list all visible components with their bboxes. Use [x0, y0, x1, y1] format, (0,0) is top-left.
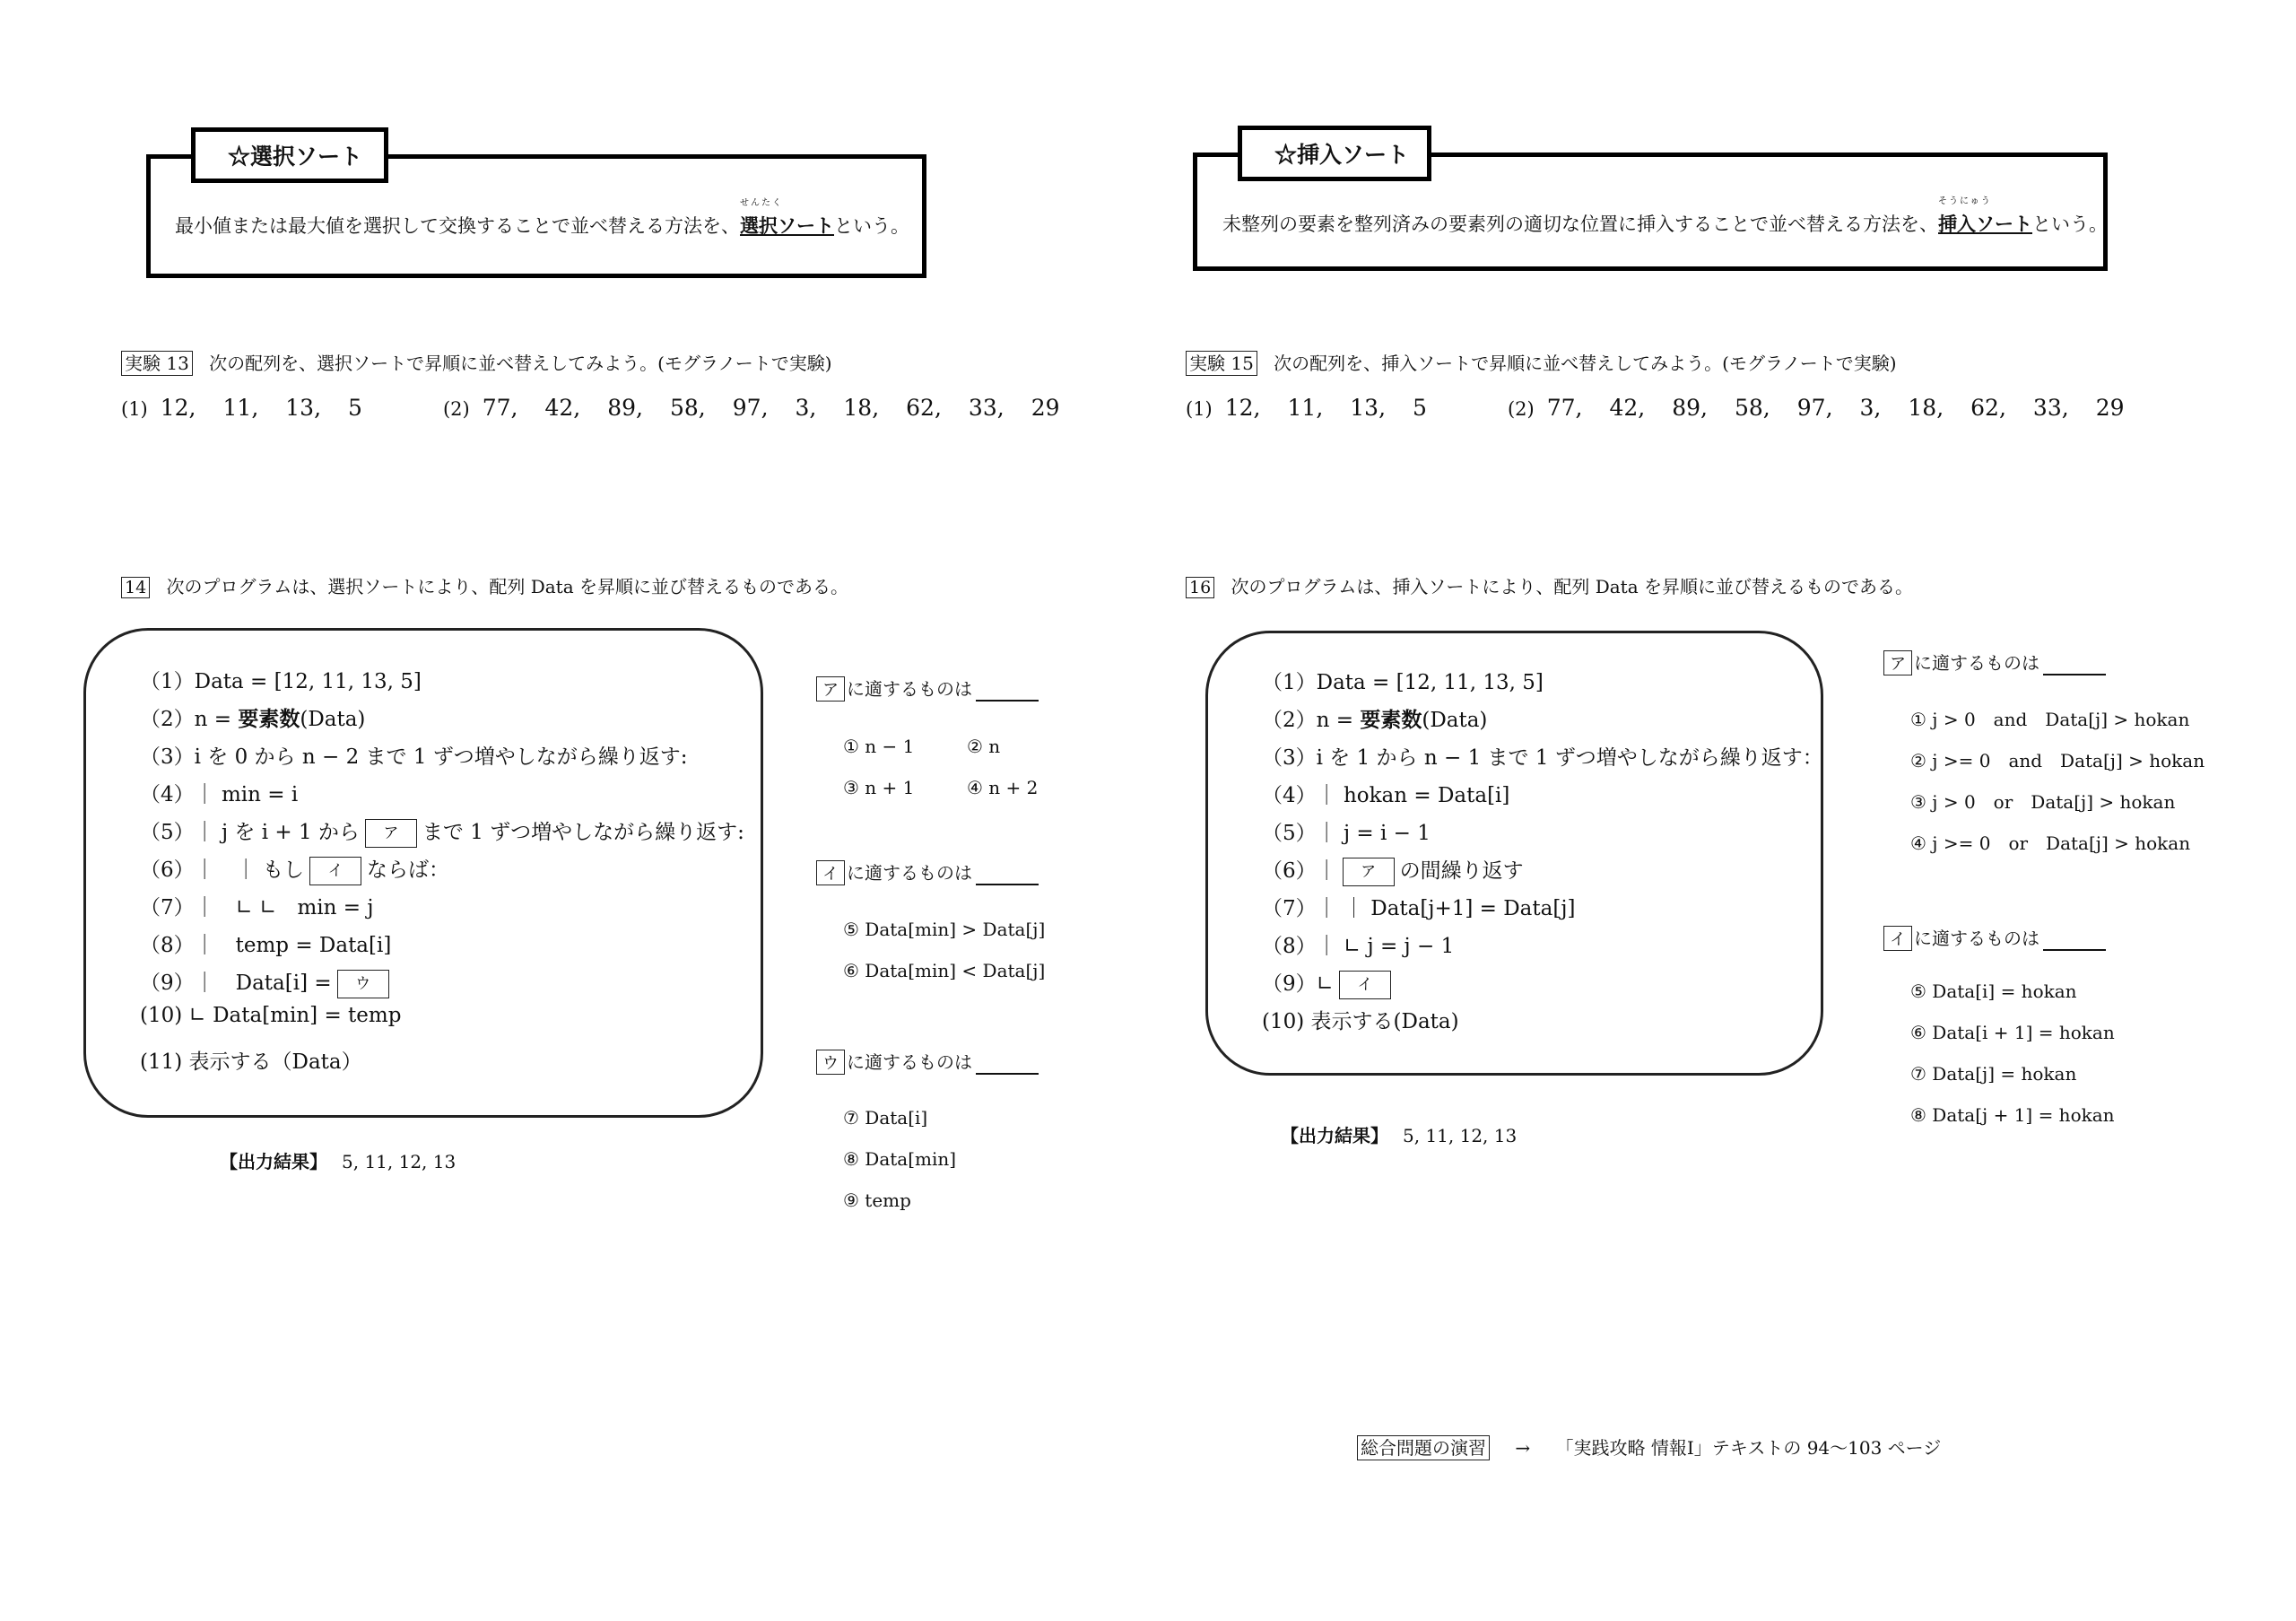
choice-option[interactable]: ⑧ Data[min]: [843, 1148, 957, 1170]
selection-sort-ruby: せんたく: [740, 198, 783, 208]
code-line-4: （4）｜ min = i: [140, 783, 299, 806]
choice-option[interactable]: ② n: [967, 736, 1001, 757]
selection-sort-term: せんたく 選択ソート: [740, 214, 834, 237]
choice-option[interactable]: ① j > 0 and Data[j] > hokan: [1910, 709, 2190, 730]
insertion-sort-title: [1238, 126, 1431, 181]
experiment-15-label: 実験 15: [1186, 351, 1257, 376]
blank-i[interactable]: イ: [1339, 971, 1391, 999]
insertion-sort-title-text: ☆挿入ソート: [1274, 142, 1410, 168]
insertion-sort-term: そうにゅう 挿入ソート: [1938, 213, 2032, 235]
code-line-5: （5）｜ j = i − 1: [1262, 822, 1431, 845]
selection-sort-title-text: ☆選択ソート: [228, 144, 363, 170]
blank-a[interactable]: ア: [1343, 858, 1395, 886]
choice-option[interactable]: ⑥ Data[i + 1] = hokan: [1910, 1022, 2115, 1043]
choice-heading-i: イ に適するものは: [816, 858, 1039, 885]
selection-sort-definition: 最小値または最大値を選択して交換することで並べ替える方法を、 せんたく 選択ソートという。: [175, 212, 909, 239]
arrow-icon: →: [1515, 1437, 1531, 1459]
code-line-8: （8）｜ temp = Data[i]: [140, 934, 392, 957]
selection-sort-program-box: [83, 628, 763, 1118]
question-16: 16 次のプログラムは、挿入ソートにより、配列 Data を昇順に並び替えるものである。: [1186, 572, 1913, 598]
blank-i[interactable]: イ: [309, 857, 361, 885]
experiment-13-arrays: (1) 12, 11, 13, 5 (2) 77, 42, 89, 58, 97, 3, 18, 62, 33, 29: [121, 395, 1060, 421]
code-line-2: （2）n = 要素数(Data): [140, 707, 366, 731]
experiment-13-label: 実験 13: [121, 351, 193, 376]
code-line-9: （9）｜ Data[i] = ウ: [140, 966, 395, 998]
experiment-13-instruction: 実験 13 次の配列を、選択ソートで昇順に並べ替えしてみよう。(モグラノートで実験): [121, 349, 832, 375]
selection-sort-title: [191, 127, 388, 183]
insertion-sort-definition: 未整列の要素を整列済みの要素列の適切な位置に挿入することで並べ替える方法を、 そうにゅう 挿入ソートという。: [1222, 210, 2108, 237]
choice-heading-a: ア に適するものは: [1883, 649, 2106, 675]
choice-heading-u: ウ に適するものは: [816, 1048, 1039, 1075]
code-line-11: (11) 表示する（Data）: [140, 1050, 362, 1074]
choice-option[interactable]: ⑤ Data[i] = hokan: [1910, 980, 2077, 1002]
question-16-number: 16: [1186, 577, 1214, 598]
choice-option[interactable]: ④ j >= 0 or Data[j] > hokan: [1910, 832, 2191, 854]
choice-option[interactable]: ① n − 1: [843, 736, 915, 757]
code-line-6: （6）｜ ｜ もし イ ならば：: [140, 853, 449, 885]
blank-u[interactable]: ウ: [337, 970, 389, 998]
blank-a[interactable]: ア: [365, 819, 417, 848]
code-line-8: （8）｜ ∟ j = j − 1: [1262, 935, 1455, 958]
question-14-number: 14: [121, 577, 150, 598]
choice-option[interactable]: ② j >= 0 and Data[j] > hokan: [1910, 750, 2205, 771]
footer-label: 総合問題の演習: [1357, 1435, 1490, 1460]
insertion-sort-program-box: [1205, 631, 1823, 1076]
choice-option[interactable]: ③ n + 1: [843, 777, 915, 798]
code-line-1: （1）Data = [12, 11, 13, 5]: [1262, 671, 1544, 694]
question-14: 14 次のプログラムは、選択ソートにより、配列 Data を昇順に並び替えるものである。: [121, 572, 848, 598]
choice-option[interactable]: ⑦ Data[j] = hokan: [1910, 1063, 2077, 1085]
choice-option[interactable]: ⑤ Data[min] > Data[j]: [843, 919, 1046, 940]
code-line-2: （2）n = 要素数(Data): [1262, 708, 1488, 732]
footer-reference: [1357, 1434, 1941, 1460]
insertion-sort-output: 【出力結果】 5, 11, 12, 13: [1281, 1125, 1518, 1146]
choice-option[interactable]: ④ n + 2: [967, 777, 1039, 798]
code-line-5: （5）｜ j を i + 1 から ア まで 1 ずつ増やしながら繰り返す:: [140, 815, 744, 848]
code-line-6: （6）｜ ア の間繰り返す: [1262, 854, 1524, 886]
code-line-1: （1）Data = [12, 11, 13, 5]: [140, 670, 422, 693]
choice-option[interactable]: ⑦ Data[i]: [843, 1107, 928, 1129]
choice-option[interactable]: ⑧ Data[j + 1] = hokan: [1910, 1104, 2115, 1126]
code-line-10: (10) ∟ Data[min] = temp: [140, 1004, 402, 1027]
insertion-sort-ruby: そうにゅう: [1938, 196, 1992, 206]
choice-option[interactable]: ⑥ Data[min] < Data[j]: [843, 960, 1046, 981]
code-line-3: （3）i を 0 から n − 2 まで 1 ずつ増やしながら繰り返す:: [140, 745, 688, 769]
experiment-15-instruction: 実験 15 次の配列を、挿入ソートで昇順に並べ替えしてみよう。(モグラノートで実験): [1186, 349, 1897, 375]
footer-text: 「実践攻略 情報Ⅰ」テキストの 94〜103 ページ: [1555, 1437, 1942, 1459]
code-line-9: （9）∟ イ: [1262, 967, 1396, 999]
choice-heading-i: イ に適するものは: [1883, 924, 2106, 951]
choice-option[interactable]: ⑨ temp: [843, 1190, 911, 1211]
experiment-15-arrays: (1) 12, 11, 13, 5 (2) 77, 42, 89, 58, 97, 3, 18, 62, 33, 29: [1186, 395, 2125, 421]
code-line-10: (10) 表示する(Data): [1262, 1010, 1459, 1033]
code-line-7: （7）｜ ｜ Data[j+1] = Data[j]: [1262, 897, 1576, 920]
choice-option[interactable]: ③ j > 0 or Data[j] > hokan: [1910, 791, 2176, 813]
choice-heading-a: ア に適するものは: [816, 675, 1039, 702]
code-line-4: （4）｜ hokan = Data[i]: [1262, 784, 1510, 807]
code-line-3: （3）i を 1 から n − 1 まで 1 ずつ増やしながら繰り返す：: [1262, 746, 1823, 770]
selection-sort-output: 【出力結果】 5, 11, 12, 13: [220, 1151, 457, 1172]
code-line-7: （7）｜ ∟ ∟ min = j: [140, 896, 374, 919]
